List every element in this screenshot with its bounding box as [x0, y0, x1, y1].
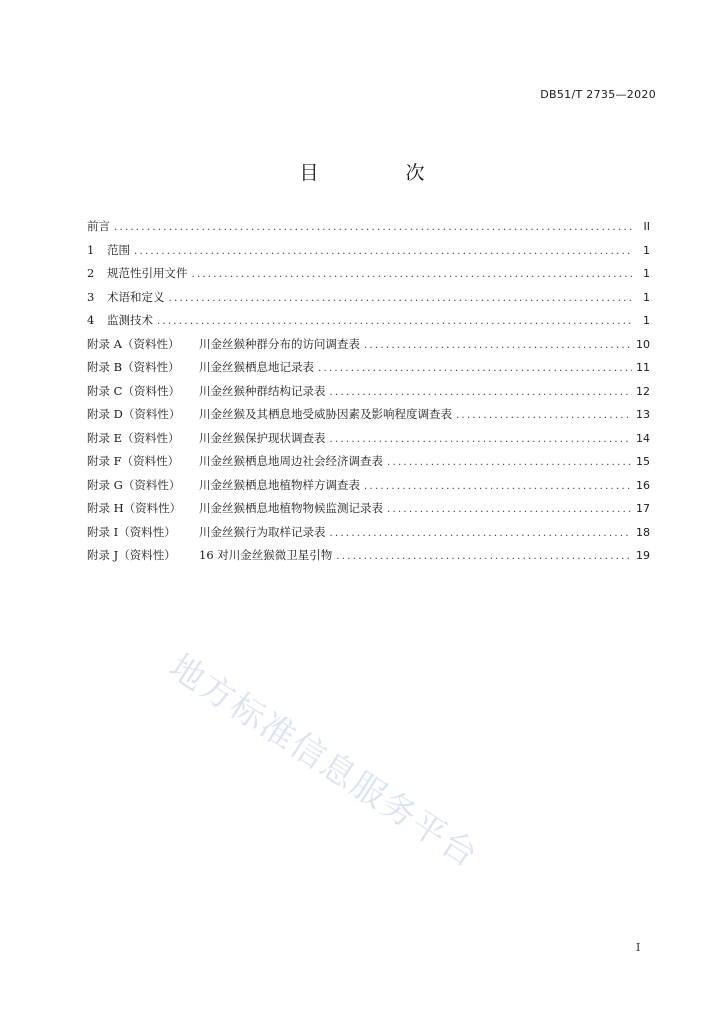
toc-entry-label: 川金丝猴保护现状调查表	[199, 430, 326, 445]
toc-entry[interactable]	[87, 547, 650, 571]
watermark: 地方标准信息服务平台	[161, 646, 486, 877]
toc-entry-page: 16	[636, 478, 650, 492]
toc-entry[interactable]	[87, 289, 650, 313]
dot-leader	[192, 269, 633, 280]
toc-entry[interactable]	[87, 242, 650, 266]
toc-entry-label: 监测技术	[107, 313, 153, 327]
toc-entry-number: 4	[87, 313, 95, 327]
dot-leader	[387, 504, 632, 515]
toc-entry-appendix: 附录 G（资料性）	[87, 477, 181, 492]
toc-entry-label: 前言	[87, 219, 110, 233]
dot-leader	[330, 528, 633, 539]
dot-leader	[387, 457, 632, 468]
table-of-contents	[87, 218, 650, 571]
toc-entry-page: 11	[636, 361, 650, 374]
toc-entry-label: 川金丝猴栖息地周边社会经济调查表	[199, 454, 383, 468]
toc-entry-appendix: 附录 I（资料性）	[87, 524, 176, 539]
dot-leader	[364, 481, 632, 492]
toc-entry[interactable]	[87, 312, 650, 336]
dot-leader	[134, 246, 632, 257]
toc-entry-label: 川金丝猴种群分布的访问调查表	[199, 336, 360, 351]
toc-entry[interactable]	[87, 453, 650, 477]
toc-entry[interactable]	[87, 265, 650, 289]
dot-leader	[456, 410, 632, 421]
dot-leader	[330, 387, 633, 398]
toc-entry-label: 规范性引用文件	[107, 266, 188, 280]
toc-entry-appendix: 附录 F（资料性）	[87, 454, 180, 468]
toc-entry[interactable]	[87, 406, 650, 430]
toc-entry-label: 川金丝猴栖息地植物样方调查表	[199, 477, 360, 492]
standard-code: DB51/T 2735—2020	[540, 88, 656, 101]
toc-entry-label: 川金丝猴行为取样记录表	[199, 524, 326, 539]
toc-entry[interactable]	[87, 477, 650, 501]
dot-leader	[114, 222, 632, 233]
toc-entry-page: 10	[636, 337, 650, 351]
toc-entry-appendix: 附录 E（资料性）	[87, 430, 180, 445]
toc-entry-appendix: 附录 H（资料性）	[87, 501, 182, 515]
toc-entry-appendix: 附录 B（资料性）	[87, 360, 180, 374]
toc-entry[interactable]	[87, 500, 650, 524]
toc-entry-page: II	[643, 220, 650, 233]
toc-entry-appendix: 附录 A（资料性）	[87, 336, 180, 351]
toc-entry-appendix: 附录 C（资料性）	[87, 383, 180, 398]
toc-entry-label: 川金丝猴及其栖息地受威胁因素及影响程度调查表	[199, 407, 452, 421]
toc-entry[interactable]	[87, 359, 650, 383]
dot-leader	[364, 340, 632, 351]
toc-entry-page: 14	[636, 431, 650, 445]
toc-entry-label: 川金丝猴栖息地记录表	[199, 360, 314, 374]
toc-entry-number: 2	[87, 266, 95, 280]
toc-entry-page: 1	[643, 243, 650, 257]
toc-entry-appendix: 附录 D（资料性）	[87, 407, 181, 421]
toc-entry-label: 川金丝猴栖息地植物物候监测记录表	[199, 501, 383, 515]
toc-entry-label: 范围	[107, 242, 130, 257]
dot-leader	[169, 293, 633, 304]
toc-entry-page: 18	[636, 525, 650, 539]
dot-leader	[330, 434, 633, 445]
toc-entry-label: 川金丝猴种群结构记录表	[199, 383, 326, 398]
toc-entry-number: 3	[87, 289, 95, 304]
toc-entry[interactable]	[87, 336, 650, 360]
toc-entry-page: 1	[643, 267, 650, 280]
toc-entry[interactable]	[87, 430, 650, 454]
toc-entry-page: 17	[636, 502, 650, 515]
toc-title: 目 次	[299, 162, 459, 184]
toc-entry[interactable]	[87, 383, 650, 407]
toc-entry[interactable]	[87, 218, 650, 242]
toc-entry-page: 13	[636, 408, 650, 421]
toc-entry-number: 1	[87, 242, 95, 257]
toc-entry-page: 19	[636, 549, 650, 562]
toc-entry[interactable]	[87, 524, 650, 548]
dot-leader	[318, 363, 632, 374]
dot-leader	[336, 551, 632, 562]
toc-entry-page: 1	[643, 290, 650, 304]
toc-entry-label: 16 对川金丝猴微卫星引物	[199, 548, 333, 562]
page-number: I	[636, 941, 641, 954]
toc-entry-page: 12	[636, 384, 650, 398]
toc-entry-appendix: 附录 J（资料性）	[87, 548, 176, 562]
dot-leader	[157, 316, 632, 327]
toc-entry-page: 1	[643, 314, 650, 327]
toc-entry-page: 15	[636, 455, 650, 468]
toc-entry-label: 术语和定义	[107, 289, 165, 304]
